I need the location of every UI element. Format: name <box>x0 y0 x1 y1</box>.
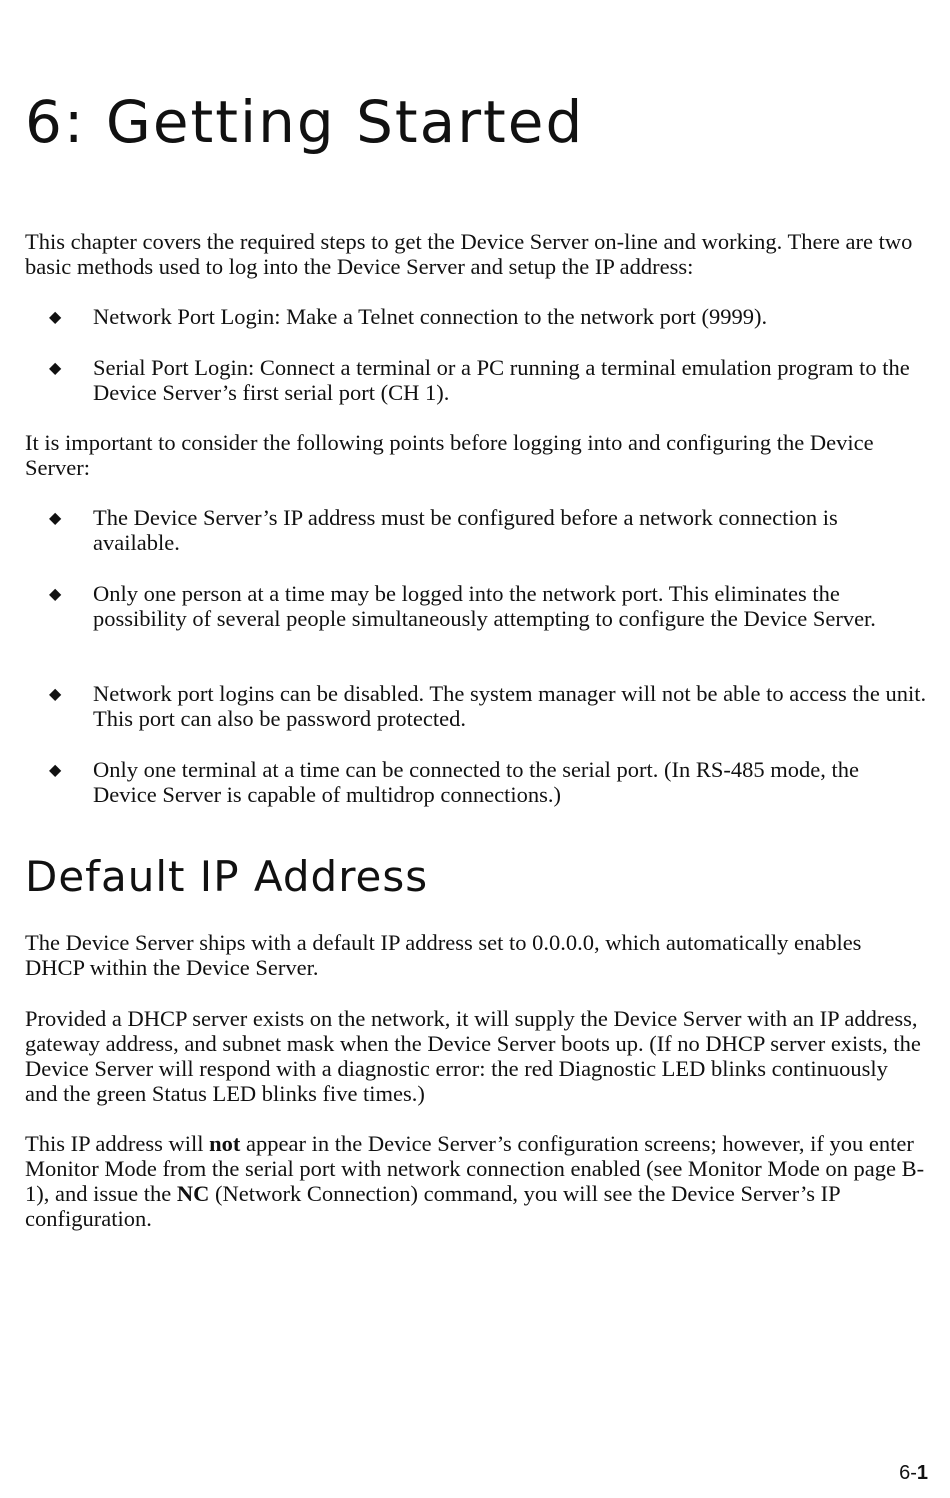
page-number-prefix: 6- <box>899 1462 917 1484</box>
default-ip-paragraph-1: The Device Server ships with a default IP address set to 0.0.0.0, which automatically enables DHCP within the Device Server. <box>25 930 862 980</box>
default-ip-paragraph-2: Provided a DHCP server exists on the network, it will supply the Device Server with an IP address, gateway address, and subnet mask when the Device Server boots up. (If no DHCP server exists, the Device Server will respond with a diagnostic error: the red Diagnostic LED blinks continuously and the green Status LED blinks five times.) <box>25 1006 921 1106</box>
default-ip-paragraph-3 <box>25 1131 925 1231</box>
considerations-paragraph: It is important to consider the following points before logging into and configuring the Device Server: <box>25 430 874 480</box>
paragraph-text: (Network Connection) command, you will see the Device Server’s IP configuration. <box>25 1181 840 1231</box>
method-serial-login: Serial Port Login: Connect a terminal or a PC running a terminal emulation program to the Device Server’s first serial port (CH 1). <box>93 355 910 405</box>
page-number <box>899 1461 928 1485</box>
emphasis-not: not <box>209 1131 241 1156</box>
intro-paragraph: This chapter covers the required steps to get the Device Server on-line and working. There are two basic methods used to log into the Device Server and setup the IP address: <box>25 229 913 279</box>
paragraph-text: appear in the Device Server’s configuration screens; however, if you enter Monitor Mode from the serial port with network connection enabled (see Monitor Mode on page B-1), and issue the <box>25 1131 925 1206</box>
chapter-title: 6: Getting Started <box>25 88 585 156</box>
consideration-ip-config: The Device Server’s IP address must be configured before a network connection is available. <box>93 505 838 555</box>
diamond-bullet-icon: ◆ <box>49 584 62 603</box>
command-nc: NC <box>176 1181 210 1206</box>
diamond-bullet-icon: ◆ <box>49 358 62 377</box>
diamond-bullet-icon: ◆ <box>49 307 62 326</box>
consideration-one-terminal: Only one terminal at a time can be connected to the serial port. (In RS-485 mode, the Device Server is capable of multidrop connections.) <box>93 757 860 807</box>
section-title-default-ip: Default IP Address <box>25 852 429 901</box>
paragraph-text: This IP address will <box>25 1131 210 1156</box>
diamond-bullet-icon: ◆ <box>49 684 62 703</box>
diamond-bullet-icon: ◆ <box>49 508 62 527</box>
page-number-value: 1 <box>916 1462 928 1484</box>
method-network-login: Network Port Login: Make a Telnet connection to the network port (9999). <box>93 304 768 329</box>
diamond-bullet-icon: ◆ <box>49 760 62 779</box>
consideration-one-person: Only one person at a time may be logged into the network port. This eliminates the possibility of several people simultaneously attempting to configure the Device Server. <box>93 581 876 631</box>
consideration-logins-disabled: Network port logins can be disabled. The system manager will not be able to access the unit. This port can also be password protected. <box>93 681 927 731</box>
